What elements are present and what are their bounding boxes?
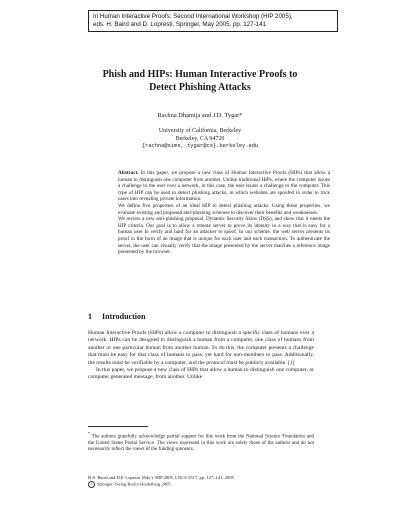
abstract-paragraph-1 [118,170,330,203]
footnote-mark: * [88,431,90,436]
body-text [88,330,314,382]
affiliation [60,128,340,151]
publisher-line-2 [88,481,314,488]
footnote-rule [88,426,148,427]
copyright-icon: c [88,481,95,488]
paper-title [60,68,340,94]
citation-stamp [88,10,338,32]
author-list: Rachna Dhamija and J.D. Tygar* [157,112,243,119]
body-paragraph-1: Human Interactive Proofs (HIPs) allow a computer to distinguish a specific class of humans over a network. HIPs can be designed to distinguish a human from a computer, one class of humans from another or one particular human from another human. To do this, the computer presents a challenge that must be easy for that class of humans to pass, yet hard for non-members to pass. Additionally, the results must be verifiable by a computer, and the protocol must be publicly available. [1] [88,330,314,366]
title-line-1: Phish and HIPs: Human Interactive Proofs to [102,69,298,80]
section-heading [88,312,145,321]
publisher-line-1: H.S. Baird and D.P. Lopresti (Eds.): HIP 2005, LNCS 3517, pp. 127–141, 2005. [88,475,236,480]
citation-line-2: eds. H. Baird and D. Lopresti, Springer, May 2005, pp. 127-141 [93,21,267,28]
abstract-label: Abstract. [118,170,139,176]
footnote-text: The authors gratefully acknowledge partial support for this work from the National Science Foundation and the United States Postal Service. The views expressed in this work are solely those of the authors and do not necessarily reflect the views of the funding sponsors. [88,434,314,453]
affiliation-line-2: Berkeley, CA 94720 [175,135,225,142]
abstract [118,170,330,256]
abstract-text-1: In this paper, we propose a new class of Human Interactive Proofs (HIPs) that allow a human to distinguish one computer from another. Unlike traditional HIPs, where the computer issues a challenge to the user over a network, in this case, the user issues a challenge to the computer. This type of HIP can be used to detect phishing attacks, in which websites are spoofed in order to trick users into revealing private information. [118,170,330,203]
abstract-paragraph-2: We define five properties of an ideal HIP to detect phishing attacks. Using these properties, we evaluate existing and proposed anti-phishing schemes to discover their benefits and weaknesses. [118,202,330,216]
section-title: Introduction [102,312,146,321]
publisher-info [88,475,314,488]
title-line-2: Detect Phishing Attacks [149,82,251,93]
footnote [88,431,314,453]
affiliation-line-1: University of California, Berkeley [158,128,242,134]
publisher-copyright: Springer-Verlag Berlin Heidelberg 2005 [97,481,171,487]
section-number: 1 [88,312,92,321]
body-paragraph-2: In this paper, we propose a new class of HIPs that allow a human to distinguish one computer, or computer generated message, from another. Unlike [88,367,314,381]
citation-line-1: In Human Interactive Proofs: Second International Workshop (HIP 2005), [93,13,293,20]
abstract-paragraph-3: We review a new anti-phishing proposal, Dynamic Security Skins (DSS), and show that it meets the HIP criteria. Our goal is to allow a remote server to prove its identity in a way that is easy for a human user to verify and hard for an attacker to spoof. In our scheme, the web server presents its proof in the form of an image that is unique for each user and each transaction. To authenticate the server, the user can visually verify that the image presented by the server matches a reference image presented by the browser. [118,216,330,256]
author-email: {rachna@sims, tygar@cs}.berkeley.edu [141,143,259,149]
